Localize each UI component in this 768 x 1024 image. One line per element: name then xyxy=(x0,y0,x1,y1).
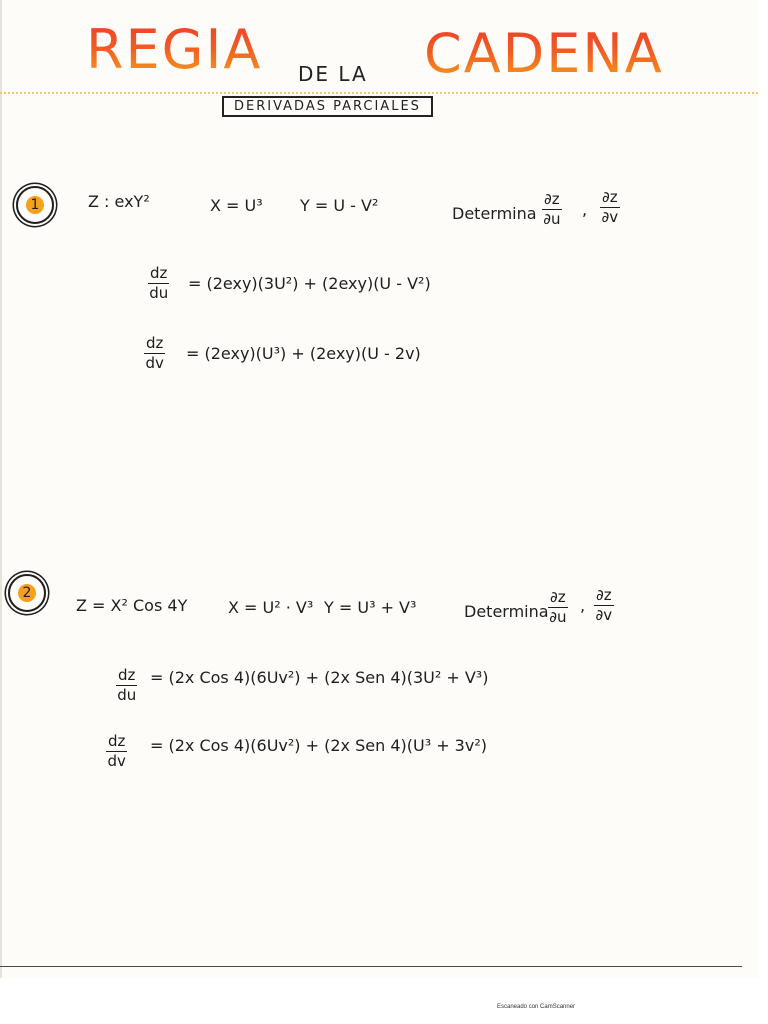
title-word-regia: REGIA xyxy=(86,18,263,81)
problem-1-eq1-fraction xyxy=(148,266,169,301)
problem-2-eq1-fraction xyxy=(116,668,137,703)
problem-1-comma: , xyxy=(582,200,588,219)
fraction-numerator: dz xyxy=(118,666,136,684)
problem-2-eq1-expression: = (2x Cos 4)(6Uv²) + (2x Sen 4)(3U² + V³) xyxy=(150,668,489,687)
title-word-de-la: DE LA xyxy=(298,62,368,86)
fraction-denominator: ∂v xyxy=(595,606,613,624)
problem-1-number: 1 xyxy=(26,196,44,214)
problem-1-eq1-expression: = (2exy)(3U²) + (2exy)(U - V²) xyxy=(188,274,431,293)
problem-1-eq2-fraction xyxy=(144,336,165,371)
problem-2-determine-label: Determina xyxy=(464,602,549,621)
problem-2-target-fraction-v xyxy=(594,588,614,623)
fraction-denominator: ∂u xyxy=(549,608,567,626)
fraction-denominator: dv xyxy=(107,752,126,770)
fraction-numerator: ∂z xyxy=(602,188,618,206)
fraction-numerator: ∂z xyxy=(544,190,560,208)
fraction-numerator: ∂z xyxy=(596,586,612,604)
fraction-numerator: ∂z xyxy=(550,588,566,606)
problem-2-target-fraction-u xyxy=(548,590,568,625)
problem-1-z-function: Z : exY² xyxy=(88,192,150,211)
problem-1-target-fraction-v xyxy=(600,190,620,225)
fraction-denominator: ∂u xyxy=(543,210,561,228)
title-underline xyxy=(0,92,758,94)
page-bottom-edge xyxy=(0,966,742,967)
problem-2-y-definition: Y = U³ + V³ xyxy=(324,598,417,617)
problem-2-comma: , xyxy=(580,596,586,615)
problem-2-number: 2 xyxy=(18,584,36,602)
fraction-denominator: du xyxy=(149,284,169,302)
fraction-numerator: dz xyxy=(150,264,168,282)
problem-2-x-definition: X = U² · V³ xyxy=(228,598,314,617)
fraction-denominator: ∂v xyxy=(601,208,619,226)
problem-1-y-definition: Y = U - V² xyxy=(300,196,379,215)
problem-2-z-function: Z = X² Cos 4Y xyxy=(76,596,188,615)
problem-1-eq2-expression: = (2exy)(U³) + (2exy)(U - 2v) xyxy=(186,344,421,363)
problem-1-x-definition: X = U³ xyxy=(210,196,263,215)
subtitle-box: DERIVADAS PARCIALES xyxy=(222,96,433,117)
problem-2-eq2-fraction xyxy=(106,734,127,769)
fraction-denominator: du xyxy=(117,686,137,704)
fraction-numerator: dz xyxy=(146,334,164,352)
title-word-cadena: CADENA xyxy=(424,22,664,85)
problem-1-determine-label: Determina xyxy=(452,204,537,223)
problem-1-number-badge xyxy=(16,186,54,224)
problem-2-eq2-expression: = (2x Cos 4)(6Uv²) + (2x Sen 4)(U³ + 3v²) xyxy=(150,736,487,755)
problem-1-target-fraction-u xyxy=(542,192,562,227)
fraction-denominator: dv xyxy=(145,354,164,372)
scanner-watermark: Escaneado con CamScanner xyxy=(497,1004,576,1010)
problem-2-number-badge xyxy=(8,574,46,612)
fraction-numerator: dz xyxy=(108,732,126,750)
